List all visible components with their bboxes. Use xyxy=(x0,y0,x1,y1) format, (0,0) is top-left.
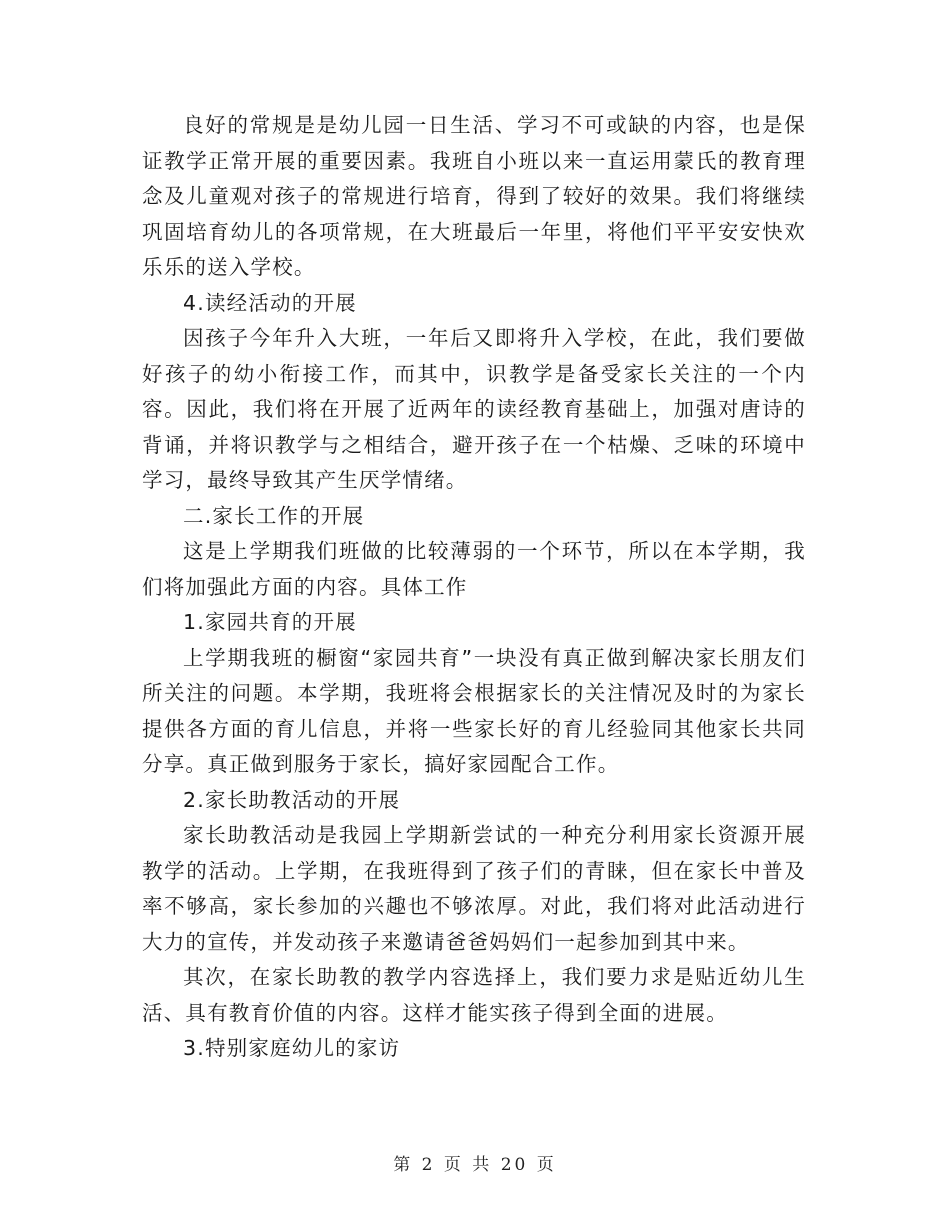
heading-parent-work: 二.家长工作的开展 xyxy=(183,503,365,528)
page-footer: 第 2 页 共 20 页 xyxy=(393,1155,557,1175)
heading-parent-assistant: 2.家长助教活动的开展 xyxy=(183,787,401,812)
paragraph-content-selection: 其次，在家长助教的教学内容选择上，我们要力求是贴近幼儿生活、具有教育价值的内容。这样才能实孩子得到全面的进展。 xyxy=(142,965,806,1025)
heading-home-visit: 3.特别家庭幼儿的家访 xyxy=(183,1036,401,1060)
paragraph-reading-classics: 因孩子今年升入大班，一年后又即将升入学校，在此，我们要做好孩子的幼小衔接工作，而其中，识教学是备受家长关注的一个内容。因此，我们将在开展了近两年的读经教育基础上，加强对唐诗的背诵，并将识教学与之相结合，避开孩子在一个枯燥、乏味的环境中学习，最终导致其产生厌学情绪。 xyxy=(142,326,806,492)
paragraph-parent-work: 这是上学期我们班做的比较薄弱的一个环节，所以在本学期，我们将加强此方面的内容。具体工作 xyxy=(142,539,806,599)
heading-reading-classics: 4.读经活动的开展 xyxy=(183,290,357,315)
paragraph-parent-assistant: 家长助教活动是我园上学期新尝试的一种充分利用家长资源开展教学的活动。上学期，在我班得到了孩子们的青睐，但在家长中普及率不够高，家长参加的兴趣也不够浓厚。对此，我们将对此活动进行大力的宣传，并发动孩子来邀请爸爸妈妈们一起参加到其中来。 xyxy=(142,823,806,954)
document-body xyxy=(142,108,806,1067)
heading-home-school: 1.家园共育的开展 xyxy=(183,610,357,634)
paragraph-home-school: 上学期我班的橱窗“家园共育”一块没有真正做到解决家长朋友们所关注的问题。本学期，我班将会根据家长的关注情况及时的为家长提供各方面的育儿信息，并将一些家长好的育儿经验同其他家长共同分享。真正做到服务于家长，搞好家园配合工作。 xyxy=(142,645,806,776)
paragraph-routine: 良好的常规是是幼儿园一日生活、学习不可或缺的内容，也是保证教学正常开展的重要因素。我班自小班以来一直运用蒙氏的教育理念及儿童观对孩子的常规进行培育，得到了较好的效果。我们将继续巩固培育幼儿的各项常规，在大班最后一年里，将他们平平安安快欢乐乐的送入学校。 xyxy=(142,113,806,279)
